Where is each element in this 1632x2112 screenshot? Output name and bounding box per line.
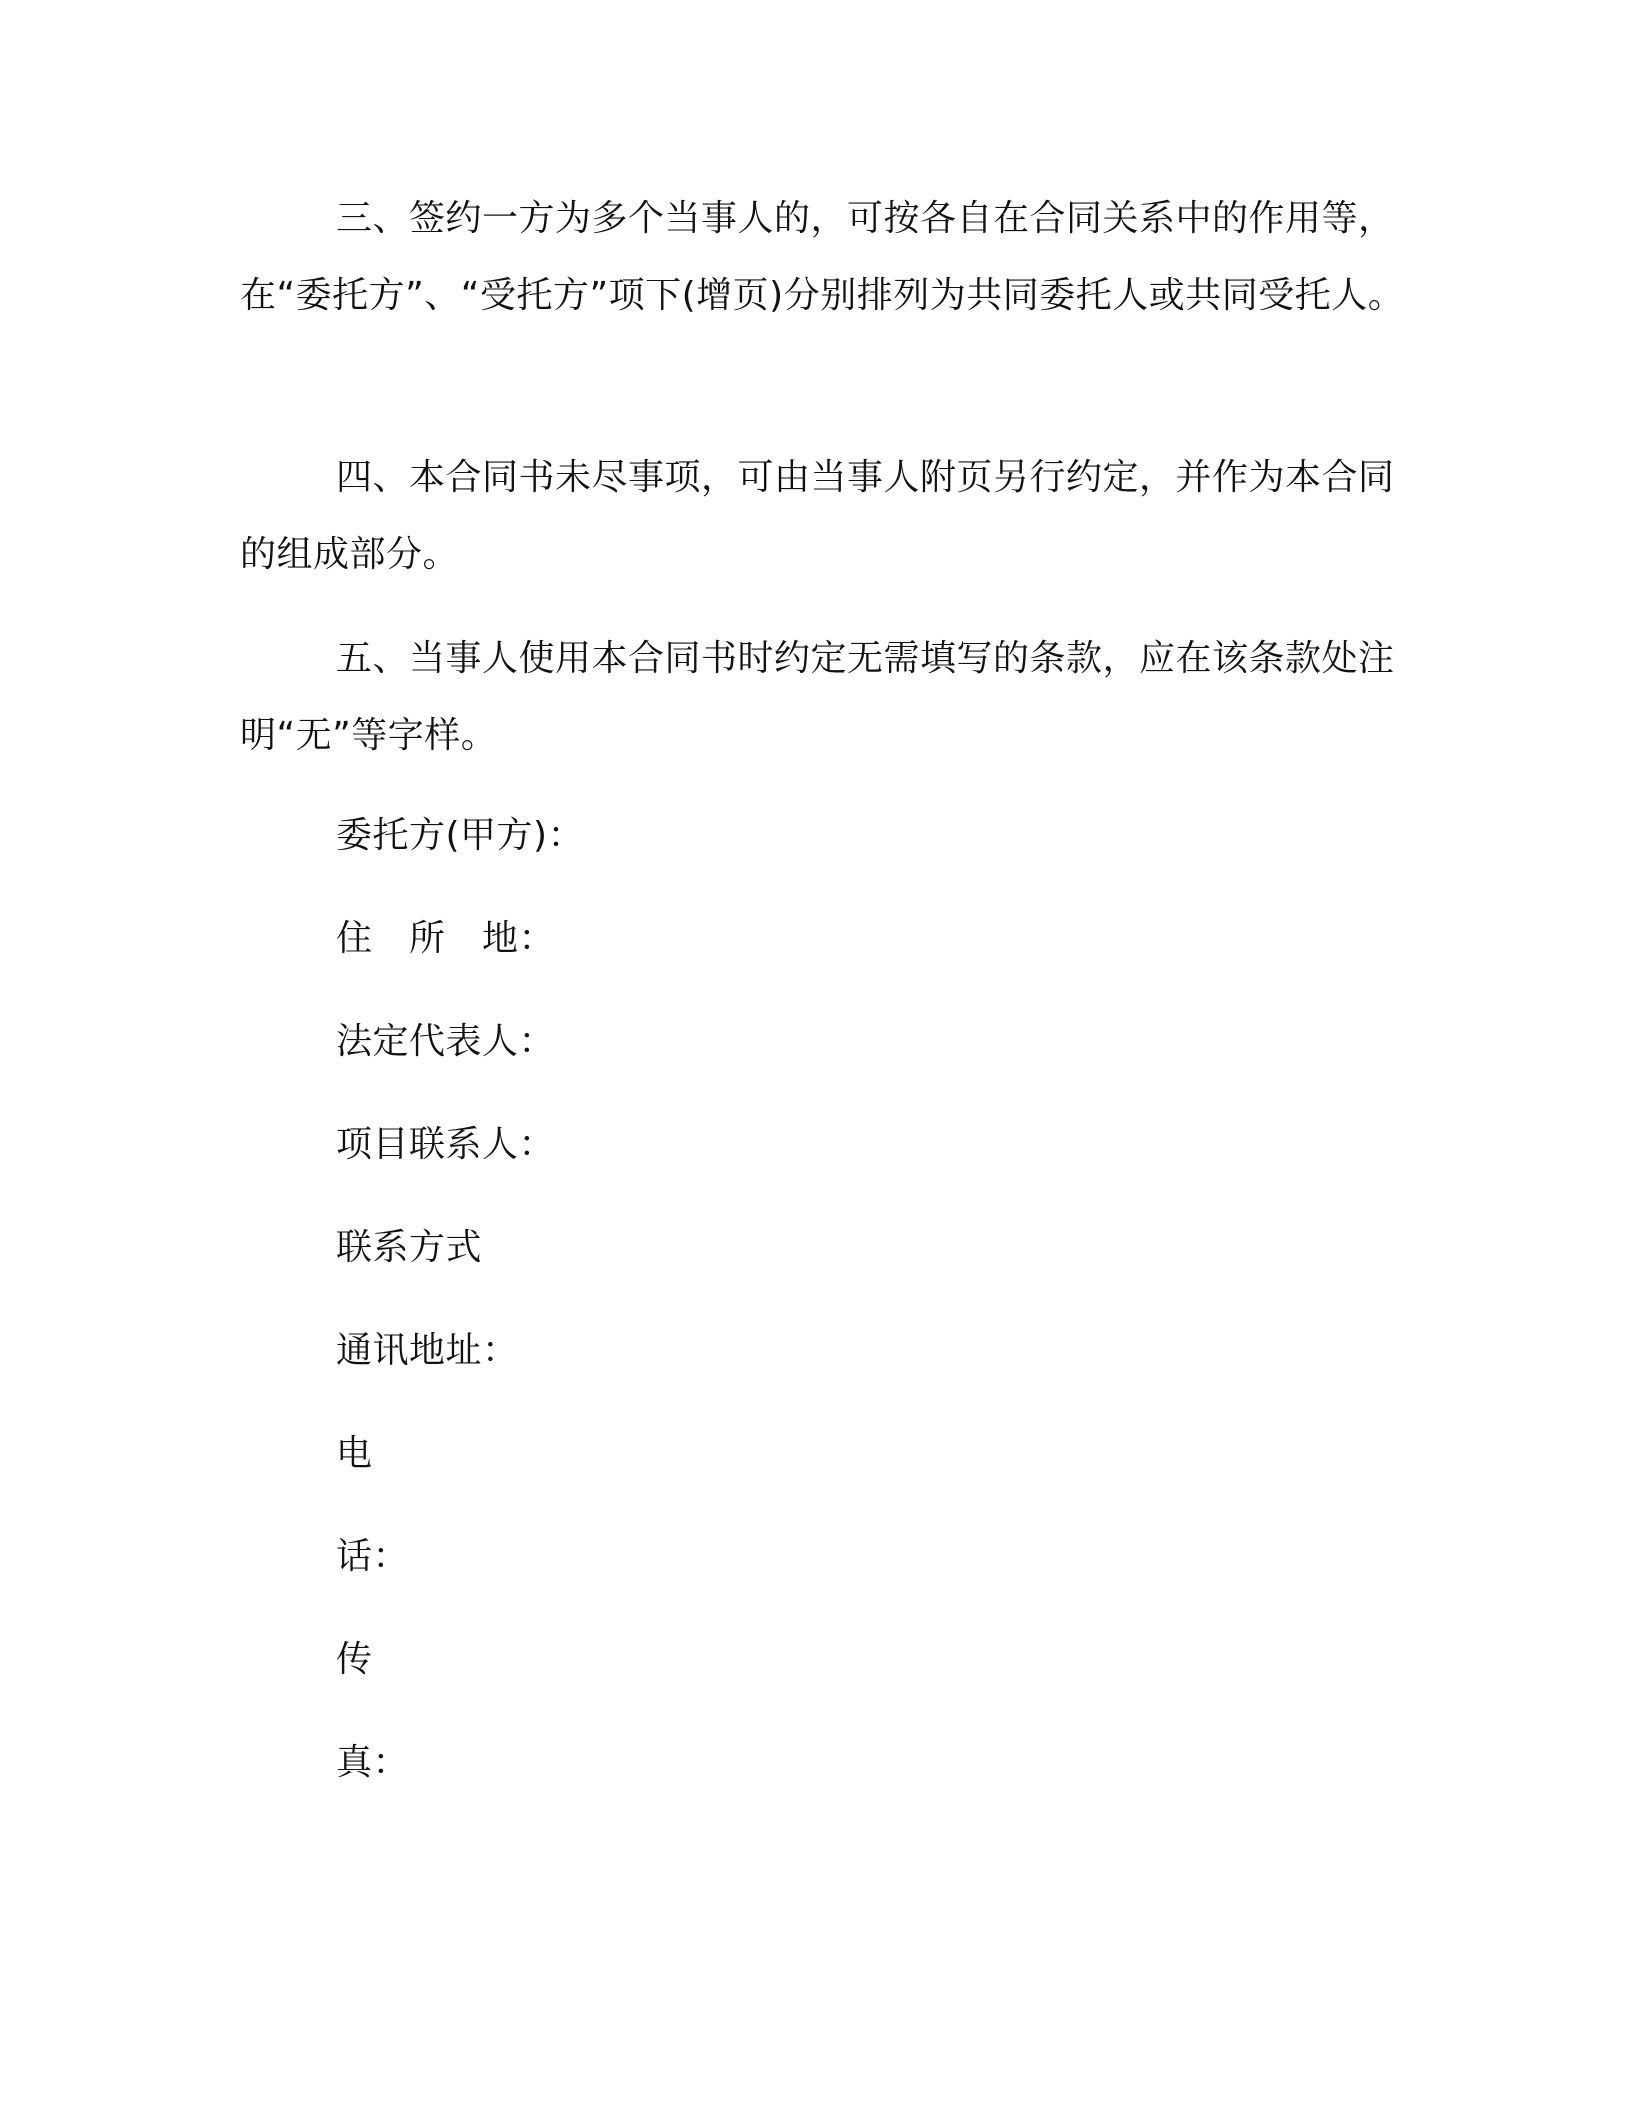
field-mailing-address: 通讯地址： [336, 1330, 519, 1371]
field-legal-representative: 法定代表人： [336, 1021, 556, 1062]
field-fax-char-1: 传 [336, 1639, 373, 1680]
field-project-contact: 项目联系人： [336, 1124, 556, 1165]
field-phone-char-2: 话： [336, 1536, 410, 1577]
clause-three: 三、签约一方为多个当事人的，可按各自在合同关系中的作用等，在“委托方”、“受托方”项下(增页)分别排列为共同委托人或共同受托人。 [240, 198, 1405, 316]
field-contact-method: 联系方式 [336, 1227, 483, 1268]
field-client-party: 委托方(甲方)： [336, 815, 585, 856]
field-phone-char-1: 电 [336, 1433, 373, 1474]
field-address: 住 所 地： [336, 918, 556, 959]
clause-four: 四、本合同书未尽事项，可由当事人附页另行约定，并作为本合同的组成部分。 [240, 457, 1395, 575]
clause-five: 五、当事人使用本合同书时约定无需填写的条款，应在该条款处注明“无”等字样。 [240, 638, 1395, 756]
field-fax-char-2: 真： [336, 1742, 410, 1783]
